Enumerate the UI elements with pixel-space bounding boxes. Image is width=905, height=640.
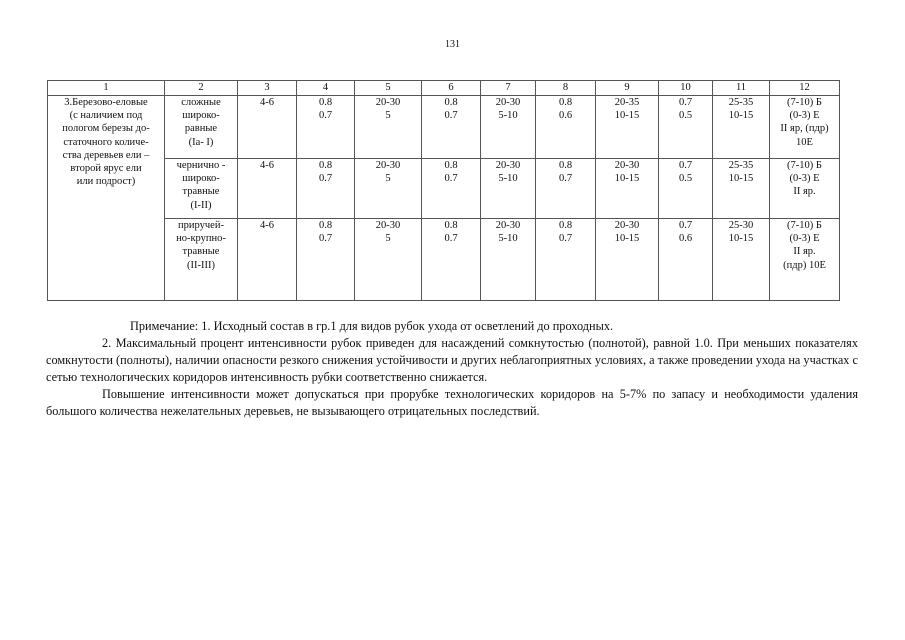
value-cell xyxy=(422,159,481,219)
cell-line: приручей- xyxy=(178,220,224,231)
header-cell: 2 xyxy=(165,81,238,96)
cell-line: 10-15 xyxy=(728,173,754,185)
cell-line: 0.8 xyxy=(444,220,458,231)
cell-line: (7-10) Б xyxy=(787,220,822,231)
cell-line: 10-15 xyxy=(614,233,640,245)
header-cell: 1 xyxy=(48,81,165,96)
cell-line: 5 xyxy=(385,173,391,185)
cell-line: 0.7 xyxy=(678,220,693,231)
value-cell xyxy=(238,96,297,159)
cell-line: 0.8 xyxy=(558,220,573,231)
cell-line: (пдр) 10Е xyxy=(783,259,826,271)
header-cell: 3 xyxy=(238,81,297,96)
cell-line: 3.Березово-еловые xyxy=(64,97,148,108)
cell-line: 10Е xyxy=(796,136,813,148)
header-cell: 4 xyxy=(297,81,355,96)
cell-line: статочного количе- xyxy=(63,136,149,148)
cell-line: 0.7 xyxy=(678,160,693,171)
cell-line: 0.8 xyxy=(318,220,333,231)
value-cell xyxy=(536,219,596,301)
header-cell: 5 xyxy=(355,81,422,96)
cell-line: но-крупно- xyxy=(176,233,226,245)
cell-line: равные xyxy=(184,123,218,135)
cell-line: 5-10 xyxy=(498,173,518,185)
cell-line: (7-10) Б xyxy=(787,160,822,171)
cell-line: 10-15 xyxy=(614,173,640,185)
value-cell xyxy=(238,159,297,219)
header-cell: 9 xyxy=(596,81,659,96)
cell-line: 20-30 xyxy=(375,97,401,108)
cell-line: 20-30 xyxy=(495,160,521,171)
cell-line: 0.5 xyxy=(678,110,693,122)
forest-table xyxy=(47,80,840,301)
cell-line: пологом березы до- xyxy=(62,123,150,135)
cell-line: 4-6 xyxy=(260,97,274,108)
value-cell xyxy=(238,219,297,301)
value-cell xyxy=(659,96,713,159)
cell-line: второй ярус ели xyxy=(70,163,142,175)
cell-line: II яр. xyxy=(793,186,816,198)
value-cell xyxy=(713,219,770,301)
cell-line: 10-15 xyxy=(728,233,754,245)
cell-line: 5-10 xyxy=(498,233,518,245)
value-cell xyxy=(770,219,840,301)
cell-line: 0.7 xyxy=(318,110,333,122)
cell-line: 10-15 xyxy=(728,110,754,122)
cell-line: 0.8 xyxy=(558,160,573,171)
cell-line: травные xyxy=(182,246,220,258)
cell-line: 4-6 xyxy=(260,220,274,231)
cell-line: чернично - xyxy=(176,160,226,171)
cell-line: II яр. xyxy=(793,246,816,258)
table-row xyxy=(48,96,840,159)
cell-line: 20-30 xyxy=(614,220,640,231)
value-cell xyxy=(536,159,596,219)
cell-line: 20-35 xyxy=(614,97,640,108)
table-row xyxy=(48,219,840,301)
value-cell xyxy=(355,96,422,159)
cell-line: (с наличием под xyxy=(69,110,143,122)
cell-line: 0.7 xyxy=(318,173,333,185)
forest-category-cell xyxy=(48,96,165,301)
value-cell xyxy=(770,159,840,219)
header-cell: 10 xyxy=(659,81,713,96)
value-cell xyxy=(596,96,659,159)
cell-line: 20-30 xyxy=(614,160,640,171)
cell-line: 0.6 xyxy=(678,233,693,245)
value-cell xyxy=(297,96,355,159)
cell-line: 0.7 xyxy=(678,97,693,108)
cell-line: 0.7 xyxy=(558,233,573,245)
cell-line: 25-35 xyxy=(728,97,754,108)
cell-line: (II-III) xyxy=(187,259,215,271)
note-1: Примечание: 1. Исходный состав в гр.1 для видов рубок ухода от осветлений до проходных. xyxy=(130,319,614,333)
cell-line: 20-30 xyxy=(495,97,521,108)
header-cell: 11 xyxy=(713,81,770,96)
cell-line: 0.8 xyxy=(558,97,573,108)
value-cell xyxy=(770,96,840,159)
cell-line: 20-30 xyxy=(495,220,521,231)
cell-line: 10-15 xyxy=(614,110,640,122)
cell-line: (0-3) Е xyxy=(789,233,820,245)
note-3: Повышение интенсивности может допускаться при прорубке технологических коридоров на 5-7% по запасу и необходимости удаления большого количества нежелательных деревьев, не вызывающего отрицательных последствий. xyxy=(46,387,858,418)
value-cell xyxy=(422,96,481,159)
value-cell xyxy=(596,159,659,219)
value-cell xyxy=(422,219,481,301)
value-cell xyxy=(481,96,536,159)
cell-line: 0.8 xyxy=(444,160,458,171)
cell-line: 25-30 xyxy=(728,220,754,231)
cell-line: (7-10) Б xyxy=(787,97,822,108)
value-cell xyxy=(481,219,536,301)
forest-type-cell xyxy=(165,159,238,219)
page-number: 131 xyxy=(445,39,460,50)
cell-line: 0.6 xyxy=(558,110,573,122)
cell-line: сложные xyxy=(181,97,221,108)
value-cell xyxy=(713,159,770,219)
value-cell xyxy=(659,219,713,301)
cell-line: 5 xyxy=(385,233,391,245)
cell-line: широко- xyxy=(182,173,220,185)
cell-line: 25-35 xyxy=(728,160,754,171)
header-cell: 12 xyxy=(770,81,840,96)
cell-line: 0.5 xyxy=(678,173,693,185)
value-cell xyxy=(297,159,355,219)
value-cell xyxy=(297,219,355,301)
cell-line: 0.7 xyxy=(444,233,458,245)
cell-line: (0-3) Е xyxy=(789,110,820,122)
cell-line: травные xyxy=(182,186,220,198)
value-cell xyxy=(596,219,659,301)
cell-line: ства деревьев ели – xyxy=(62,149,150,161)
header-cell: 7 xyxy=(481,81,536,96)
cell-line: 20-30 xyxy=(375,160,401,171)
value-cell xyxy=(536,96,596,159)
cell-line: 0.7 xyxy=(318,233,333,245)
header-cell: 8 xyxy=(536,81,596,96)
cell-line: (Ia- I) xyxy=(188,136,214,148)
cell-line: 0.8 xyxy=(444,97,458,108)
cell-line: 20-30 xyxy=(375,220,401,231)
cell-line: 4-6 xyxy=(260,160,274,171)
cell-line: 0.8 xyxy=(318,160,333,171)
value-cell xyxy=(713,96,770,159)
cell-line: 0.7 xyxy=(444,110,458,122)
cell-line: широко- xyxy=(182,110,220,122)
header-cell: 6 xyxy=(422,81,481,96)
notes-section xyxy=(46,318,858,420)
value-cell xyxy=(355,219,422,301)
cell-line: (0-3) Е xyxy=(789,173,820,185)
value-cell xyxy=(355,159,422,219)
cell-line: 0.8 xyxy=(318,97,333,108)
table-row xyxy=(48,159,840,219)
value-cell xyxy=(481,159,536,219)
forest-type-cell xyxy=(165,219,238,301)
cell-line: (I-II) xyxy=(190,199,212,211)
value-cell xyxy=(659,159,713,219)
cell-line: 0.7 xyxy=(444,173,458,185)
table-header-row xyxy=(48,81,840,96)
cell-line: 5 xyxy=(385,110,391,122)
cell-line: или подрост) xyxy=(76,176,136,188)
note-2: 2. Максимальный процент интенсивности рубок приведен для насаждений сомкнутостью (полнотой), равной 1.0. При меньших показателях сомкнутости (полноты), наличии опасности резкого снижения устойчивости и других неблагоприятных условиях, а также проведении ухода на участках с сетью технологических коридоров интенсивность рубки соответственно снижается. xyxy=(46,336,858,384)
forest-type-cell xyxy=(165,96,238,159)
cell-line: II яр, (пдр) xyxy=(780,123,829,135)
cell-line: 0.7 xyxy=(558,173,573,185)
cell-line: 5-10 xyxy=(498,110,518,122)
